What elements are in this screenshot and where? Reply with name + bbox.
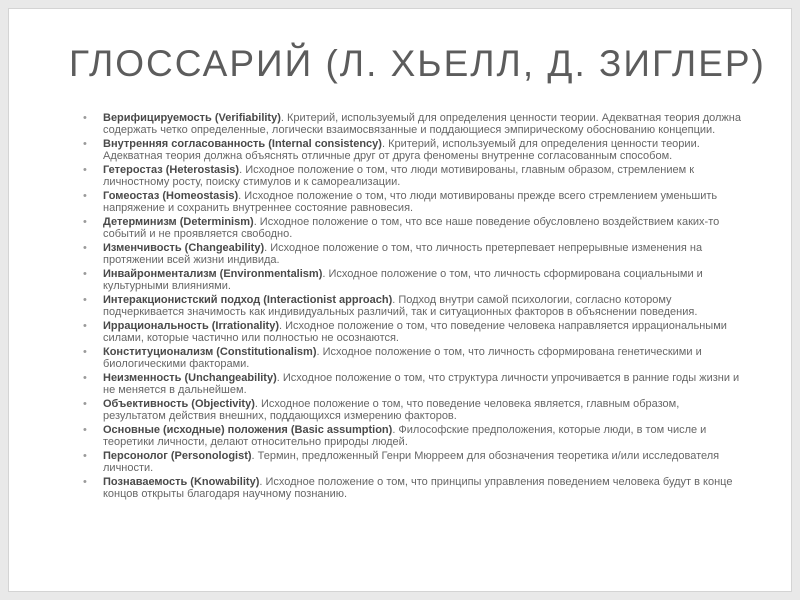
- glossary-entry: [73, 216, 743, 241]
- glossary-entry: [73, 242, 743, 267]
- slide: [8, 8, 792, 592]
- bullet-icon: •: [83, 164, 87, 176]
- glossary-entry: [73, 138, 743, 163]
- glossary-definition: . Исходное положение о том, что поведение человека направляется иррациональными силами, которые частично или полностью не осознаются.: [103, 320, 727, 345]
- glossary-term: Неизменность (Unchangeability): [103, 372, 277, 384]
- page-title: ГЛОССАРИЙ (Л. ХЬЕЛЛ, Д. ЗИГЛЕР): [69, 43, 766, 84]
- glossary-definition: . Исходное положение о том, что личность претерпевает непрерывные изменения на протяжении всей жизни индивида.: [103, 242, 703, 267]
- glossary-definition: . Исходное положение о том, что личность сформирована генетическими и биологическими факторами.: [103, 346, 702, 371]
- glossary-term: Гомеостаз (Homeostasis): [103, 190, 239, 202]
- glossary-term: Персонолог (Personologist): [103, 450, 252, 462]
- glossary-term: Внутренняя согласованность (Internal consistency): [103, 138, 382, 150]
- bullet-icon: •: [83, 398, 87, 410]
- bullet-icon: •: [83, 242, 87, 254]
- glossary-term: Конституционализм (Constitutionalism): [103, 346, 317, 358]
- bullet-icon: •: [83, 346, 87, 358]
- bullet-icon: •: [83, 190, 87, 202]
- bullet-icon: •: [83, 268, 87, 280]
- glossary-term: Познаваемость (Knowability): [103, 476, 260, 488]
- bullet-icon: •: [83, 476, 87, 488]
- glossary-entry: [73, 450, 743, 475]
- glossary-term: Объективность (Objectivity): [103, 398, 255, 410]
- glossary-list: [73, 112, 743, 502]
- bullet-icon: •: [83, 372, 87, 384]
- bullet-icon: •: [83, 138, 87, 150]
- bullet-icon: •: [83, 424, 87, 436]
- glossary-entry: [73, 372, 743, 397]
- glossary-definition: . Философские предположения, которые люди, в том числе и теоретики личности, делают относительно природы людей.: [103, 424, 707, 449]
- bullet-icon: •: [83, 112, 87, 124]
- glossary-entry: [73, 398, 743, 423]
- glossary-term: Гетеростаз (Heterostasis): [103, 164, 240, 176]
- bullet-icon: •: [83, 216, 87, 228]
- glossary-definition: . Исходное положение о том, что люди мотивированы, главным образом, стремлением к личностному росту, поиску стимулов и к самореализации.: [103, 164, 695, 189]
- glossary-entry: [73, 294, 743, 319]
- glossary-definition: . Исходное положение о том, что принципы управления поведением человека будут в конце концов открыты благодаря научному познанию.: [103, 476, 733, 501]
- glossary-definition: . Исходное положение о том, что поведение человека является, главным образом, результатом действия внешних, поддающихся измерению факторов.: [103, 398, 680, 423]
- glossary-entry: [73, 190, 743, 215]
- glossary-definition: . Критерий, используемый для определения ценности теории. Адекватная теория должна объяснять отличные друг от друга феномены внутренне согласованным способом.: [103, 138, 700, 163]
- glossary-term: Изменчивость (Changeability): [103, 242, 265, 254]
- glossary-definition: . Исходное положение о том, что личность сформирована социальными и культурными влияниями.: [103, 268, 703, 293]
- glossary-term: Детерминизм (Determinism): [103, 216, 254, 228]
- glossary-definition: . Термин, предложенный Генри Мюрреем для обозначения теоретика и/или исследователя личности.: [103, 450, 720, 475]
- glossary-definition: . Критерий, используемый для определения ценности теории. Адекватная теория должна содержать четко определенные, логически взаимосвязанные и поддающиеся эмпирическому обоснованию концепции.: [103, 112, 741, 137]
- glossary-term: Интеракционистский подход (Interactionist approach): [103, 294, 393, 306]
- glossary-entry: [73, 424, 743, 449]
- glossary-term: Верифицируемость (Verifiability): [103, 112, 281, 124]
- glossary-term: Инвайронментализм (Environmentalism): [103, 268, 323, 280]
- glossary-definition: . Подход внутри самой психологии, согласно которому подчеркивается значимость как индивидуальных различий, так и ситуационных факторов в объяснении поведения.: [103, 294, 698, 319]
- glossary-entry: [73, 476, 743, 501]
- glossary-entry: [73, 112, 743, 137]
- glossary-term: Иррациональность (Irrationality): [103, 320, 279, 332]
- glossary-definition: . Исходное положение о том, что люди мотивированы прежде всего стремлением уменьшить напряжение и сохранить внутреннее состояние равновесия.: [103, 190, 718, 215]
- glossary-definition: . Исходное положение о том, что структура личности упрочивается в ранние годы жизни и не меняется в дальнейшем.: [103, 372, 740, 397]
- bullet-icon: •: [83, 294, 87, 306]
- glossary-entry: [73, 320, 743, 345]
- glossary-term: Основные (исходные) положения (Basic assumption): [103, 424, 393, 436]
- glossary-entry: [73, 268, 743, 293]
- bullet-icon: •: [83, 320, 87, 332]
- glossary-entry: [73, 346, 743, 371]
- bullet-icon: •: [83, 450, 87, 462]
- glossary-definition: . Исходное положение о том, что все наше поведение обусловлено воздействием каких-то событий и не проявляется свободно.: [103, 216, 720, 241]
- glossary-entry: [73, 164, 743, 189]
